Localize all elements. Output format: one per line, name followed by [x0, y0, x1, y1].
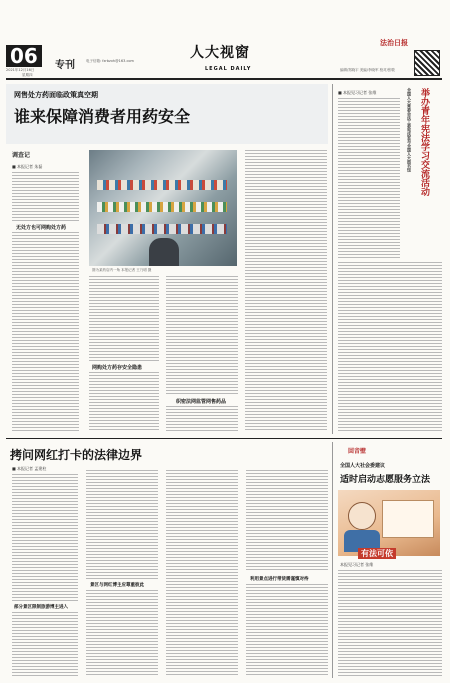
second-headline: 拷问网红打卡的法律边界: [10, 448, 143, 462]
main-body-text: [166, 276, 238, 394]
main-body-text: [89, 276, 159, 362]
second-body-text: [86, 590, 158, 676]
main-subhead-2: 网购处方药存安全隐患: [92, 365, 143, 371]
brand-logo: 法治日报: [380, 38, 408, 47]
second-body-text: [246, 470, 328, 572]
main-body-text: [166, 406, 238, 432]
second-subhead-3: 利用景点进行带货需谨慎对待: [250, 577, 309, 582]
cartoon-callout: 有法可依: [358, 548, 396, 559]
paper-subtitle: LEGAL DAILY: [205, 66, 252, 72]
right-bottom-headline: 适时启动志愿服务立法: [340, 475, 431, 485]
right-author: ■ 本报见习记者 张维: [338, 90, 377, 95]
second-body-text: [166, 470, 238, 676]
second-body-text: [12, 612, 78, 676]
right-body-text: [338, 98, 400, 258]
main-subhead-3: 织密法网监管网售药品: [176, 399, 227, 405]
page-number: 06: [6, 45, 42, 67]
right-bottom-kicker: 全国人大社会委建议: [340, 463, 386, 469]
second-body-text: [86, 470, 158, 580]
section-rule: [6, 438, 442, 439]
column-tag: 调查记: [12, 152, 31, 159]
main-body-text: [245, 150, 327, 432]
column-divider: [332, 442, 333, 678]
right-headline: 举办青年宪法学习交流活动: [419, 88, 429, 196]
editors-line: 编辑/郑晓宇 美编/李晓军 校对/张敬: [340, 68, 395, 72]
main-headline: 谁来保障消费者用药安全: [14, 107, 191, 126]
main-body-text: [89, 372, 159, 432]
main-body-text: [12, 232, 79, 432]
second-author: ■ 本报记者 孟建柱: [12, 466, 47, 471]
cartoon-illustration: [338, 490, 440, 556]
main-kicker: 网售处方药面临政策真空期: [14, 90, 98, 99]
paper-name: 人大视窗: [190, 45, 250, 61]
main-subhead-1: 无处方也可网购处方药: [16, 225, 67, 231]
main-body-text: [12, 172, 79, 222]
issue-weekday: 星期四: [22, 73, 33, 77]
main-author: ■ 本报记者 朱磊: [12, 164, 43, 169]
header-rule: [6, 78, 442, 80]
second-subhead-1: 部分景区限制旅游博主进入: [14, 605, 68, 610]
second-body-text: [12, 474, 78, 602]
photo-caption: 图为某药店内一角 本报记者 王乃明 摄: [92, 268, 152, 272]
right-bottom-column-tag: 回音壁: [348, 448, 367, 455]
section-title: 专刊: [55, 60, 75, 71]
editor-email: 电子信箱: fzrbzxh@163.com: [86, 59, 134, 63]
right-body-text: [338, 262, 442, 432]
issue-date: 2021年12月16日: [6, 68, 35, 72]
main-photo: [89, 150, 237, 266]
right-headline-prefix: 全国人大常委会法工委宪法室与全国人大图书馆: [407, 88, 412, 172]
column-divider: [332, 84, 333, 434]
second-body-text: [246, 584, 328, 676]
right-bottom-author: 本报见习记者 张维: [340, 562, 374, 567]
qr-code-icon: [414, 50, 440, 76]
second-subhead-2: 景区与网红博主应尊重彼此: [90, 583, 144, 588]
right-bottom-body-text: [338, 570, 442, 676]
